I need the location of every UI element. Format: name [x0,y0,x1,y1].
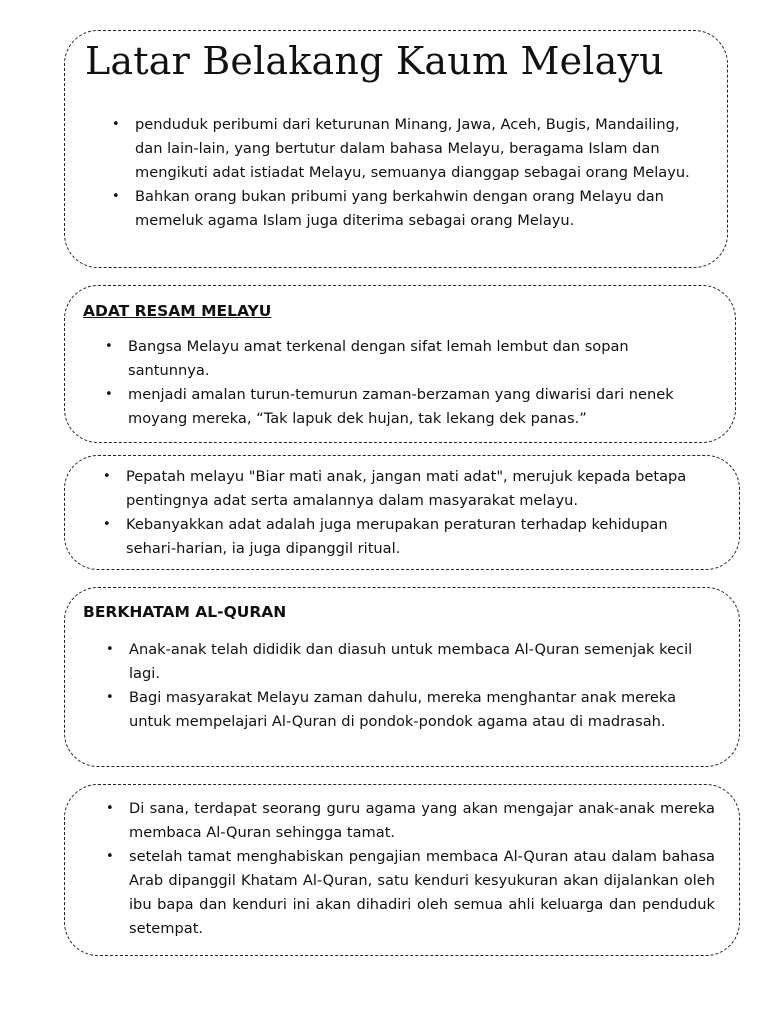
bullet-list [109,113,699,233]
page-title: Latar Belakang Kaum Melayu [85,39,664,83]
bullet-icon: • [106,690,114,705]
list-item [103,845,715,941]
section-heading: BERKHATAM AL-QURAN [83,603,287,621]
list-item [109,185,699,233]
bullet-icon: • [105,387,113,402]
bullet-icon: • [106,849,114,864]
bullet-icon: • [106,801,114,816]
list-item [102,335,702,383]
list-item [102,383,702,431]
list-item-text: Kebanyakkan adat adalah juga merupakan peraturan terhadap kehidupan sehari-harian, ia juga dipanggil ritual. [126,516,668,557]
bullet-icon: • [103,517,111,532]
list-item [100,513,710,561]
list-item-text: Bahkan orang bukan pribumi yang berkahwin dengan orang Melayu dan memeluk agama Islam juga diterima sebagai orang Melayu. [135,188,664,229]
list-item-text: Bangsa Melayu amat terkenal dengan sifat lemah lembut dan sopan santunnya. [128,338,629,379]
list-item-text: setelah tamat menghabiskan pengajian membaca Al-Quran atau dalam bahasa Arab dipanggil Khatam Al-Quran, satu kenduri kesyukuran akan dijalankan oleh ibu bapa dan kenduri ini akan dihadiri oleh semua ahli keluarga dan penduduk setempat. [129,848,715,937]
bullet-icon: • [106,642,114,657]
bullet-icon: • [105,339,113,354]
card-latar-belakang [64,30,728,268]
list-item [103,686,713,734]
list-item-text: menjadi amalan turun-temurun zaman-berzaman yang diwarisi dari nenek moyang mereka, “Tak lapuk dek hujan, tak lekang dek panas.” [128,386,674,427]
list-item-text: Anak-anak telah dididik dan diasuh untuk membaca Al-Quran semenjak kecil lagi. [129,641,693,682]
bullet-list [103,797,715,941]
bullet-icon: • [112,189,120,204]
card-berkhatam [64,587,740,767]
list-item [109,113,699,185]
list-item-text: Di sana, terdapat seorang guru agama yang akan mengajar anak-anak mereka membaca Al-Quran sehingga tamat. [129,800,715,841]
card-adat-resam [64,285,736,443]
card-pepatah [64,455,740,570]
bullet-icon: • [103,469,111,484]
section-heading: ADAT RESAM MELAYU [83,302,272,320]
bullet-list [103,638,713,734]
bullet-list [100,465,710,561]
list-item-text: Bagi masyarakat Melayu zaman dahulu, mereka menghantar anak mereka untuk mempelajari Al-Quran di pondok-pondok agama atau di madrasah. [129,689,677,730]
bullet-list [102,335,702,431]
list-item [103,797,715,845]
list-item-text: penduduk peribumi dari keturunan Minang, Jawa, Aceh, Bugis, Mandailing, dan lain-lain, yang bertutur dalam bahasa Melayu, beragama Islam dan mengikuti adat istiadat Melayu, semuanya dianggap sebagai orang Melayu. [135,116,690,181]
list-item-text: Pepatah melayu "Biar mati anak, jangan mati adat", merujuk kepada betapa pentingnya adat serta amalannya dalam masyarakat melayu. [126,468,687,509]
list-item [103,638,713,686]
list-item [100,465,710,513]
card-khatam [64,784,740,956]
bullet-icon: • [112,117,120,132]
